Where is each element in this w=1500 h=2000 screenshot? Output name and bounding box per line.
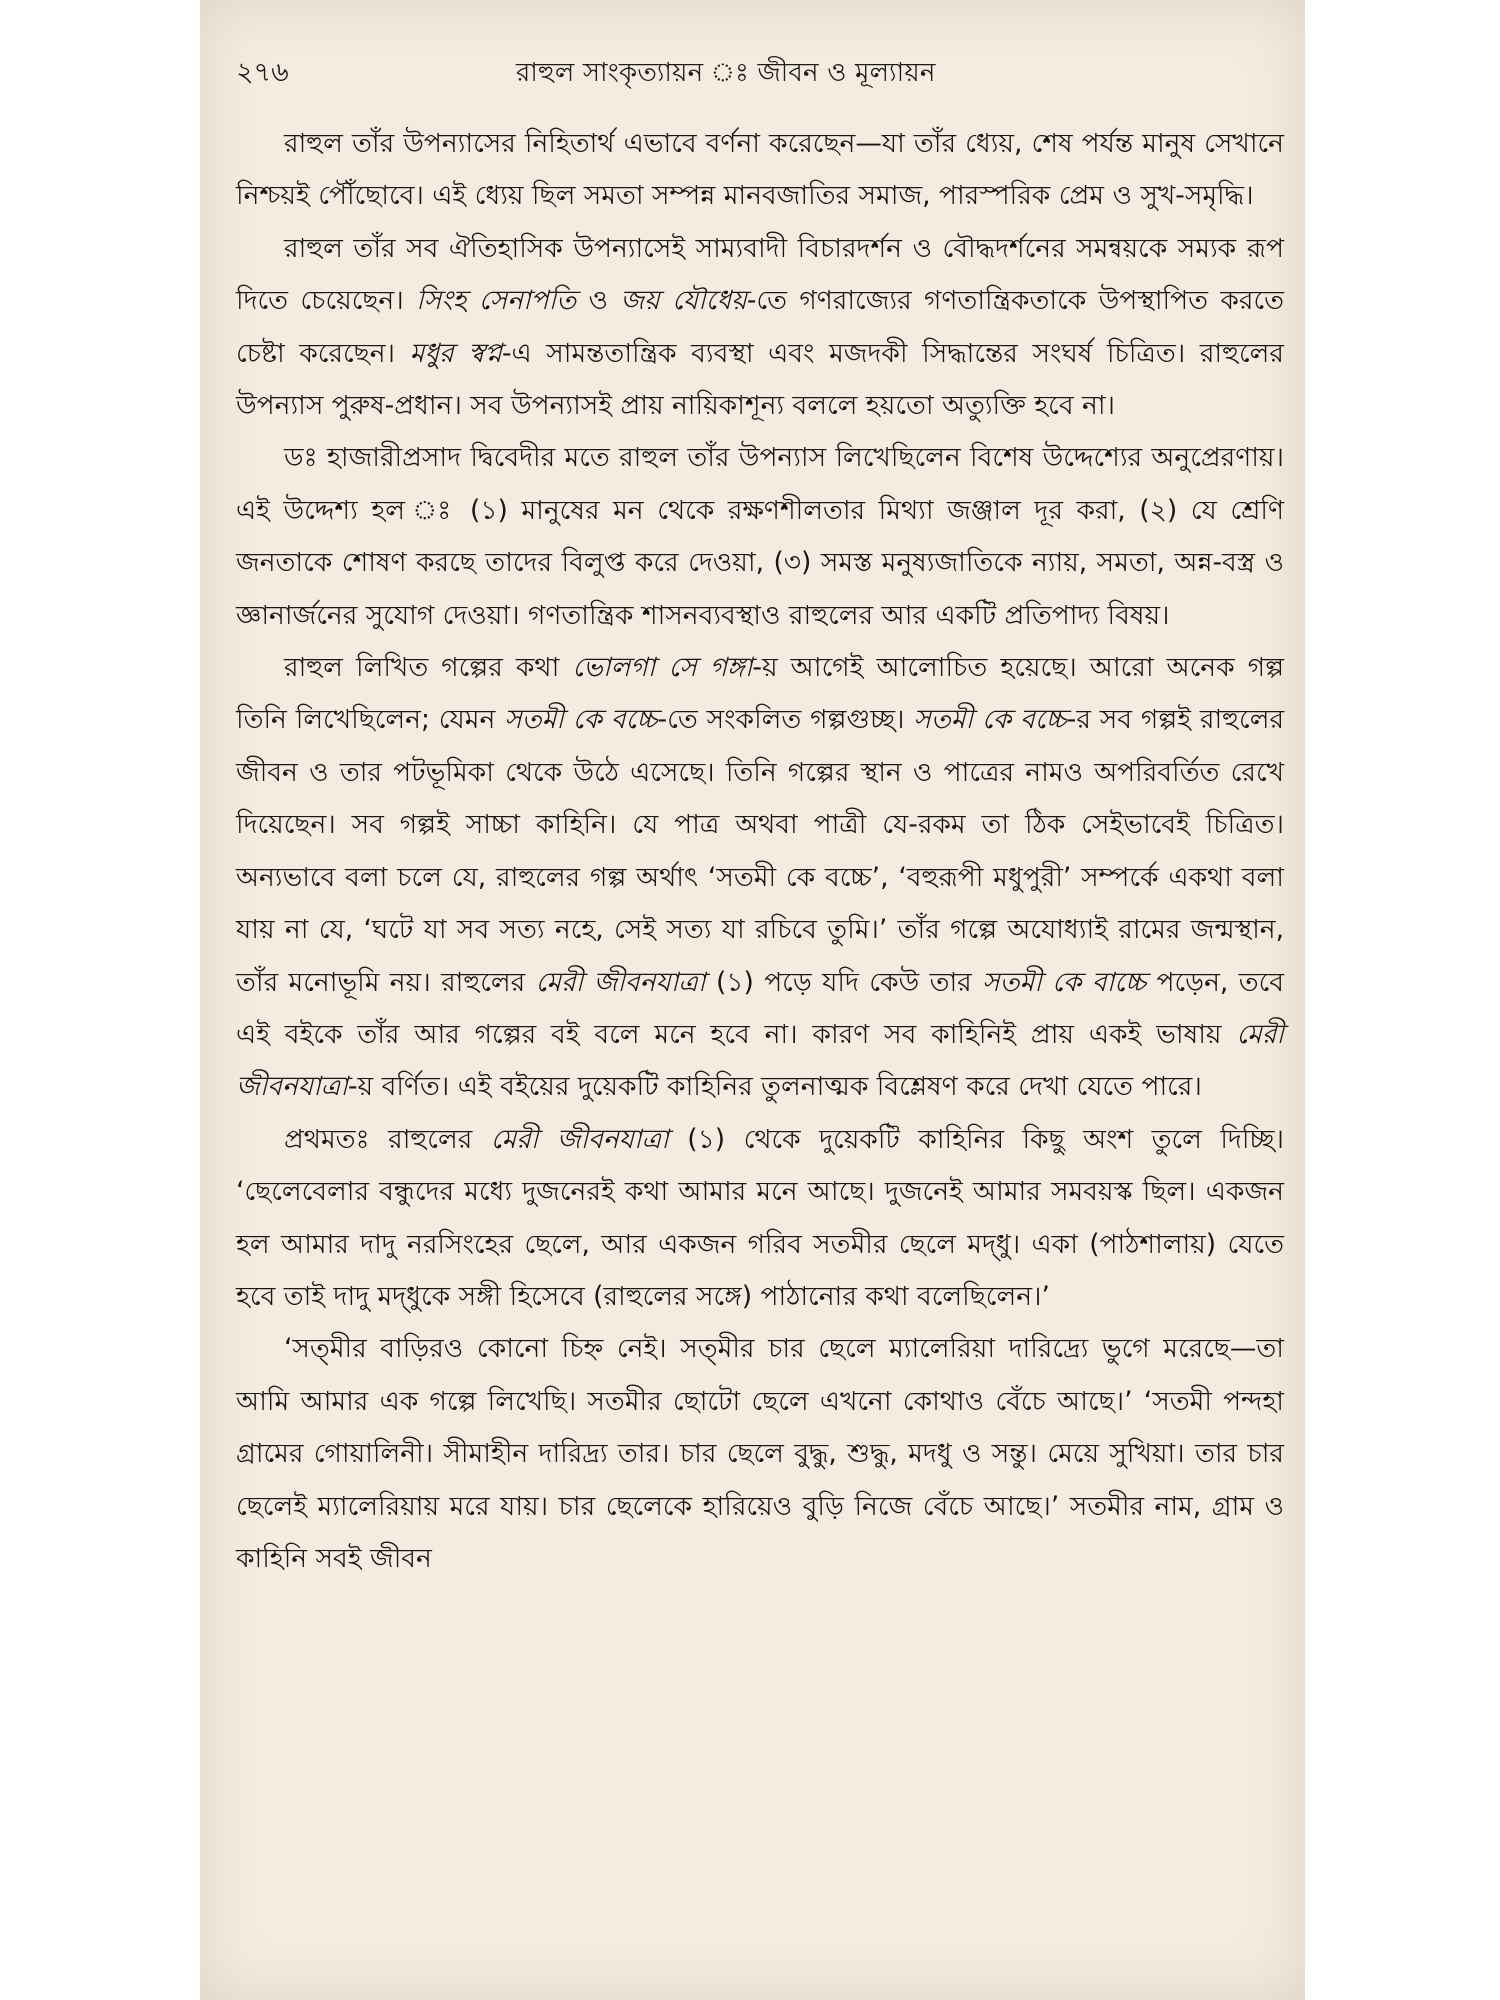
text-span: -য় বর্ণিত। এই বইয়ের দুয়েকটি কাহিনির তুলনাত্মক বিশ্লেষণ করে দেখা যেতে পারে।: [347, 1071, 1202, 1103]
paragraph: [236, 223, 1284, 433]
text-span: -তে গণরাজ্যের গণতান্ত্রিকতাকে উপস্থাপিত করতে চেষ্টা করেছেন।: [236, 285, 1284, 369]
text-span: (১) থেকে দুয়েকটি কাহিনির কিছু অংশ তুলে দিচ্ছি। ‘ছেলেবেলার বন্ধুদের মধ্যে দুজনেরই কথা আমার মনে আছে। দুজনেই আমার সমবয়স্ক ছিল। একজন হল আমার দাদু নরসিংহের ছেলে, আর একজন গরিব সতমীর ছেলে মদ্‌ধু। একা (পাঠশালায়) যেতে হবে তাই দাদু মদ্‌ধুকে সঙ্গী হিসেবে (রাহুলের সঙ্গে) পাঠানোর কথা বলেছিলেন।’: [236, 1123, 1284, 1312]
text-span: ‘সত্‌মীর বাড়িরও কোনো চিহ্ন নেই। সত্‌মীর চার ছেলে ম্যালেরিয়া দারিদ্র্যে ভুগে মরেছে—তা আমি আমার এক গল্পে লিখেছি। সতমীর ছোটো ছেলে এখনো কোথাও বেঁচে আছে।’ ‘সতমী পন্দহা গ্রামের গোয়ালিনী। সীমাহীন দারিদ্র্য তার। চার ছেলে বুদ্ধু, শুদ্ধু, মদধু ও সন্তু। মেয়ে সুখিয়া। তার চার ছেলেই ম্যালেরিয়ায় মরে যায়। চার ছেলেকে হারিয়েও বুড়ি নিজে বেঁচে আছে।’ সতমীর নাম, গ্রাম ও কাহিনি সবই জীবন: [236, 1333, 1284, 1574]
text-span: -এ সামন্ততান্ত্রিক ব্যবস্থা এবং মজদকী সিদ্ধান্তের সংঘর্ষ চিত্রিত। রাহুলের উপন্যাস পুরুষ-প্রধান। সব উপন্যাসই প্রায় নায়িকাশূন্য বললে হয়তো অত্যুক্তি হবে না।: [236, 337, 1284, 422]
paragraph: [236, 432, 1284, 642]
book-title: সতমী কে বচ্চে: [913, 704, 1067, 736]
paragraph: [236, 118, 1284, 223]
paragraph: [236, 1114, 1284, 1324]
book-title: মেরী জীবনযাত্রা: [236, 1018, 1284, 1103]
book-title: সিংহ সেনাপতি: [416, 285, 577, 317]
book-title: মধুর স্বপ্ন: [409, 337, 502, 369]
body-text: [236, 118, 1284, 1585]
text-span: প্রথমতঃ রাহুলের: [284, 1123, 491, 1155]
page-number: ২৭৬: [236, 57, 289, 88]
text-span: ও: [576, 285, 621, 317]
text-span: -য় আগেই আলোচিত হয়েছে। আরো অনেক গল্প তিনি লিখেছিলেন; যেমন: [236, 652, 1285, 736]
book-title: ভোলগা সে গঙ্গা: [572, 652, 753, 684]
text-span: (১) পড়ে যদি কেউ তার: [705, 966, 983, 998]
book-title: সতমী কে বাচ্চে: [982, 966, 1147, 998]
text-span: রাহুল তাঁর উপন্যাসের নিহিতার্থ এভাবে বর্ণনা করেছেন—যা তাঁর ধ্যেয়, শেষ পর্যন্ত মানুষ সেখানে নিশ্চয়ই পৌঁছোবে। এই ধ্যেয় ছিল সমতা সম্পন্ন মানবজাতির সমাজ, পারস্পরিক প্রেম ও সুখ-সমৃদ্ধি।: [236, 128, 1284, 212]
running-head: রাহুল সাংকৃত্যায়ন ঃ জীবন ও মূল্যায়ন: [516, 58, 936, 88]
book-page: [200, 0, 1305, 2000]
book-title: মেরী জীবনযাত্রা: [490, 1123, 669, 1155]
page-header: [236, 52, 1276, 92]
text-span: -তে সংকলিত গল্পগুচ্ছ।: [657, 704, 914, 736]
book-title: জয় যৌধেয়: [620, 285, 747, 317]
text-span: রাহুল লিখিত গল্পের কথা: [284, 652, 573, 684]
paragraph: [236, 1323, 1284, 1585]
text-span: -র সব গল্পই রাহুলের জীবন ও তার পটভূমিকা থেকে উঠে এসেছে। তিনি গল্পের স্থান ও পাত্রের নামও অপরিবর্তিত রেখে দিয়েছেন। সব গল্পই সাচ্চা কাহিনি। যে পাত্র অথবা পাত্রী যে-রকম তা ঠিক সেইভাবেই চিত্রিত। অন্যভাবে বলা চলে যে, রাহুলের গল্প অর্থাৎ ‘সতমী কে বচ্চে’, ‘বহুরূপী মধুপুরী’ সম্পর্কে একথা বলা যায় না যে, ‘ঘটে যা সব সত্য নহে, সেই সত্য যা রচিবে তুমি।’ তাঁর গল্পে অযোধ্যাই রামের জন্মস্থান, তাঁর মনোভূমি নয়। রাহুলের: [236, 704, 1285, 998]
book-title: মেরী জীবনযাত্রা: [535, 966, 706, 998]
book-title: সতমী কে বচ্চে: [504, 704, 658, 736]
text-span: রাহুল তাঁর সব ঐতিহাসিক উপন্যাসেই সাম্যবাদী বিচারদর্শন ও বৌদ্ধদর্শনের সমন্বয়কে সম্যক রূপ দিতে চেয়েছেন।: [236, 232, 1284, 317]
text-span: পড়েন, তবে এই বইকে তাঁর আর গল্পের বই বলে মনে হবে না। কারণ সব কাহিনিই প্রায় একই ভাষায়: [236, 966, 1284, 1050]
text-span: ডঃ হাজারীপ্রসাদ দ্বিবেদীর মতে রাহুল তাঁর উপন্যাস লিখেছিলেন বিশেষ উদ্দেশ্যের অনুপ্রেরণায়। এই উদ্দেশ্য হল ঃ (১) মানুষের মন থেকে রক্ষণশীলতার মিথ্যা জঞ্জাল দূর করা, (২) যে শ্রেণি জনতাকে শোষণ করছে তাদের বিলুপ্ত করে দেওয়া, (৩) সমস্ত মনুষ্যজাতিকে ন্যায়, সমতা, অন্ন-বস্ত্র ও জ্ঞানার্জনের সুযোগ দেওয়া। গণতান্ত্রিক শাসনব্যবস্থাও রাহুলের আর একটি প্রতিপাদ্য বিষয়।: [236, 442, 1284, 631]
paragraph: [236, 642, 1284, 1114]
